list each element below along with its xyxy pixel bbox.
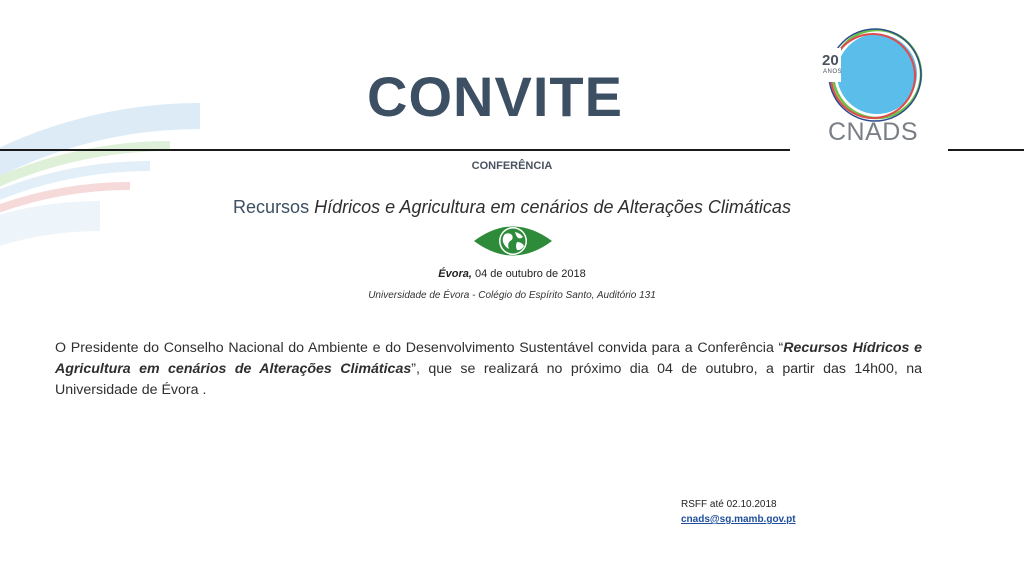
rsvp-deadline: RSFF até 02.10.2018 <box>681 499 777 510</box>
logo-anniversary-word: ANOS <box>823 69 843 75</box>
invitation-text-after: ”, que se realizará no próximo dia 04 de outubro, a partir das 14h00, na Universidade de Évora . <box>55 361 922 398</box>
conference-title-lead: Recursos <box>233 197 310 217</box>
event-date-line <box>412 268 612 280</box>
event-venue: Universidade de Évora - Colégio do Espírito Santo, Auditório 131 <box>368 290 656 301</box>
invitation-highlight: Recursos Hídricos e Agricultura em cenários de Alterações Climáticas <box>55 340 922 377</box>
event-place: Évora, <box>438 268 472 280</box>
conference-title-rest: Hídricos e Agricultura em cenários de Alterações Climáticas <box>314 197 791 217</box>
page-title: CONVITE <box>367 65 623 128</box>
header-rule-right <box>948 149 1024 151</box>
rsvp-email-link[interactable]: cnads@sg.mamb.gov.pt <box>681 514 796 525</box>
logo-wordmark: CNADS <box>827 118 918 146</box>
logo-anniversary-number: 20 <box>822 52 839 69</box>
invitation-paragraph <box>55 338 922 401</box>
event-date: 04 de outubro de 2018 <box>474 268 586 280</box>
event-category: CONFERÊNCIA <box>471 160 553 172</box>
conference-title <box>150 197 874 218</box>
rsvp-block <box>681 497 796 527</box>
invitation-text-before: O Presidente do Conselho Nacional do Ambiente e do Desenvolvimento Sustentável convida para a Conferência “ <box>55 340 784 356</box>
header-rule-left <box>0 149 790 151</box>
globe-eye-icon <box>472 222 554 260</box>
